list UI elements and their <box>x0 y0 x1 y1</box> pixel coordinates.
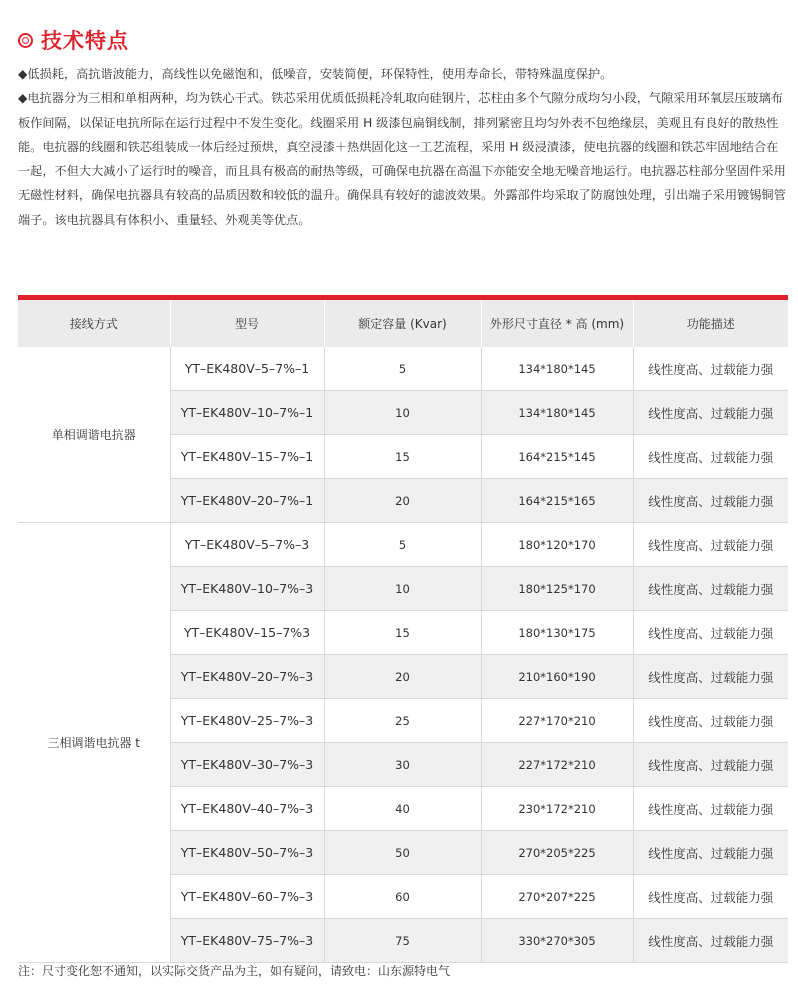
section-header <box>18 22 129 58</box>
header-capacity: 额定容量 (Kvar) <box>324 298 481 348</box>
dimension-cell: 210*160*190 <box>481 655 633 699</box>
footnote: 注：尺寸变化恕不通知，以实际交货产品为主，如有疑问，请致电：山东源特电气 <box>18 964 451 978</box>
model-cell: YT–EK480V–20–7%–1 <box>170 479 324 523</box>
capacity-cell: 25 <box>324 699 481 743</box>
dimension-cell: 134*180*145 <box>481 347 633 391</box>
capacity-cell: 10 <box>324 391 481 435</box>
dimension-cell: 164*215*145 <box>481 435 633 479</box>
model-cell: YT–EK480V–15–7%3 <box>170 611 324 655</box>
table-row <box>18 347 788 391</box>
dimension-cell: 180*130*175 <box>481 611 633 655</box>
model-cell: YT–EK480V–10–7%–1 <box>170 391 324 435</box>
feature-description <box>18 62 786 232</box>
dimension-cell: 180*120*170 <box>481 523 633 567</box>
model-cell: YT–EK480V–25–7%–3 <box>170 699 324 743</box>
section-title: 技术特点 <box>41 29 129 53</box>
capacity-cell: 5 <box>324 347 481 391</box>
function-cell: 线性度高、过载能力强 <box>633 567 788 611</box>
model-cell: YT–EK480V–40–7%–3 <box>170 787 324 831</box>
function-cell: 线性度高、过载能力强 <box>633 391 788 435</box>
capacity-cell: 30 <box>324 743 481 787</box>
header-wiring: 接线方式 <box>18 298 170 348</box>
model-cell: YT–EK480V–15–7%–1 <box>170 435 324 479</box>
group-three-phase: 三相调谐电抗器 t <box>18 523 170 963</box>
model-cell: YT–EK480V–20–7%–3 <box>170 655 324 699</box>
dimension-cell: 180*125*170 <box>481 567 633 611</box>
model-cell: YT–EK480V–60–7%–3 <box>170 875 324 919</box>
dimension-cell: 230*172*210 <box>481 787 633 831</box>
capacity-cell: 10 <box>324 567 481 611</box>
dimension-cell: 270*205*225 <box>481 831 633 875</box>
function-cell: 线性度高、过载能力强 <box>633 435 788 479</box>
dimension-cell: 227*170*210 <box>481 699 633 743</box>
function-cell: 线性度高、过载能力强 <box>633 919 788 963</box>
spec-table <box>18 295 788 963</box>
function-cell: 线性度高、过载能力强 <box>633 479 788 523</box>
function-cell: 线性度高、过载能力强 <box>633 699 788 743</box>
group-single-phase: 单相调谐电抗器 <box>18 347 170 523</box>
header-model: 型号 <box>170 298 324 348</box>
model-cell: YT–EK480V–75–7%–3 <box>170 919 324 963</box>
model-cell: YT–EK480V–30–7%–3 <box>170 743 324 787</box>
function-cell: 线性度高、过载能力强 <box>633 743 788 787</box>
model-cell: YT–EK480V–50–7%–3 <box>170 831 324 875</box>
target-circle-icon <box>18 33 33 48</box>
capacity-cell: 15 <box>324 435 481 479</box>
function-cell: 线性度高、过载能力强 <box>633 523 788 567</box>
model-cell: YT–EK480V–5–7%–1 <box>170 347 324 391</box>
capacity-cell: 15 <box>324 611 481 655</box>
header-dimension: 外形尺寸直径 * 高 (mm) <box>481 298 633 348</box>
dimension-cell: 164*215*165 <box>481 479 633 523</box>
model-cell: YT–EK480V–10–7%–3 <box>170 567 324 611</box>
capacity-cell: 75 <box>324 919 481 963</box>
feature-paragraph-2: ◆电抗器分为三相和单相两种，均为铁心干式。铁芯采用优质低损耗冷轧取向硅钢片，芯柱由多个气隙分成均匀小段，气隙采用环氧层压玻璃布板作间隔，以保证电抗所际在运行过程中不发生变化。线圈采用 H 级漆包扁铜线制，排列紧密且均匀外表不包绝缘层，美观且有良好的散热性能。电抗器的线圈和铁芯组装成一体后经过预烘，真空浸漆＋热烘固化这一工艺流程，采用 H 级浸漬漆，使电抗器的线圈和铁芯牢固地结合在一起，不但大大减小了运行时的噪音，而且具有极高的耐热等级，可确保电抗器在高温下亦能安全地无噪音地运行。电抗器芯柱部分坚固件采用无磁性材料，确保电抗器具有较高的品质因数和较低的温升。确保具有较好的滤波效果。外露部件均采取了防腐蚀处理，引出端子采用镀锡铜管端子。该电抗器具有体积小、重量轻、外观美等优点。 <box>18 91 786 227</box>
feature-paragraph-1: ◆低损耗，高抗谐波能力，高线性以免磁饱和，低噪音，安装简便，环保特性，使用寿命长，带特殊温度保护。 <box>18 67 613 81</box>
header-function: 功能描述 <box>633 298 788 348</box>
function-cell: 线性度高、过载能力强 <box>633 655 788 699</box>
capacity-cell: 20 <box>324 479 481 523</box>
capacity-cell: 5 <box>324 523 481 567</box>
function-cell: 线性度高、过载能力强 <box>633 875 788 919</box>
capacity-cell: 60 <box>324 875 481 919</box>
dimension-cell: 270*207*225 <box>481 875 633 919</box>
dimension-cell: 227*172*210 <box>481 743 633 787</box>
model-cell: YT–EK480V–5–7%–3 <box>170 523 324 567</box>
dimension-cell: 330*270*305 <box>481 919 633 963</box>
capacity-cell: 50 <box>324 831 481 875</box>
function-cell: 线性度高、过载能力强 <box>633 347 788 391</box>
function-cell: 线性度高、过载能力强 <box>633 611 788 655</box>
function-cell: 线性度高、过载能力强 <box>633 831 788 875</box>
dimension-cell: 134*180*145 <box>481 391 633 435</box>
table-header-row <box>18 298 788 348</box>
function-cell: 线性度高、过载能力强 <box>633 787 788 831</box>
table-row <box>18 523 788 567</box>
capacity-cell: 40 <box>324 787 481 831</box>
capacity-cell: 20 <box>324 655 481 699</box>
